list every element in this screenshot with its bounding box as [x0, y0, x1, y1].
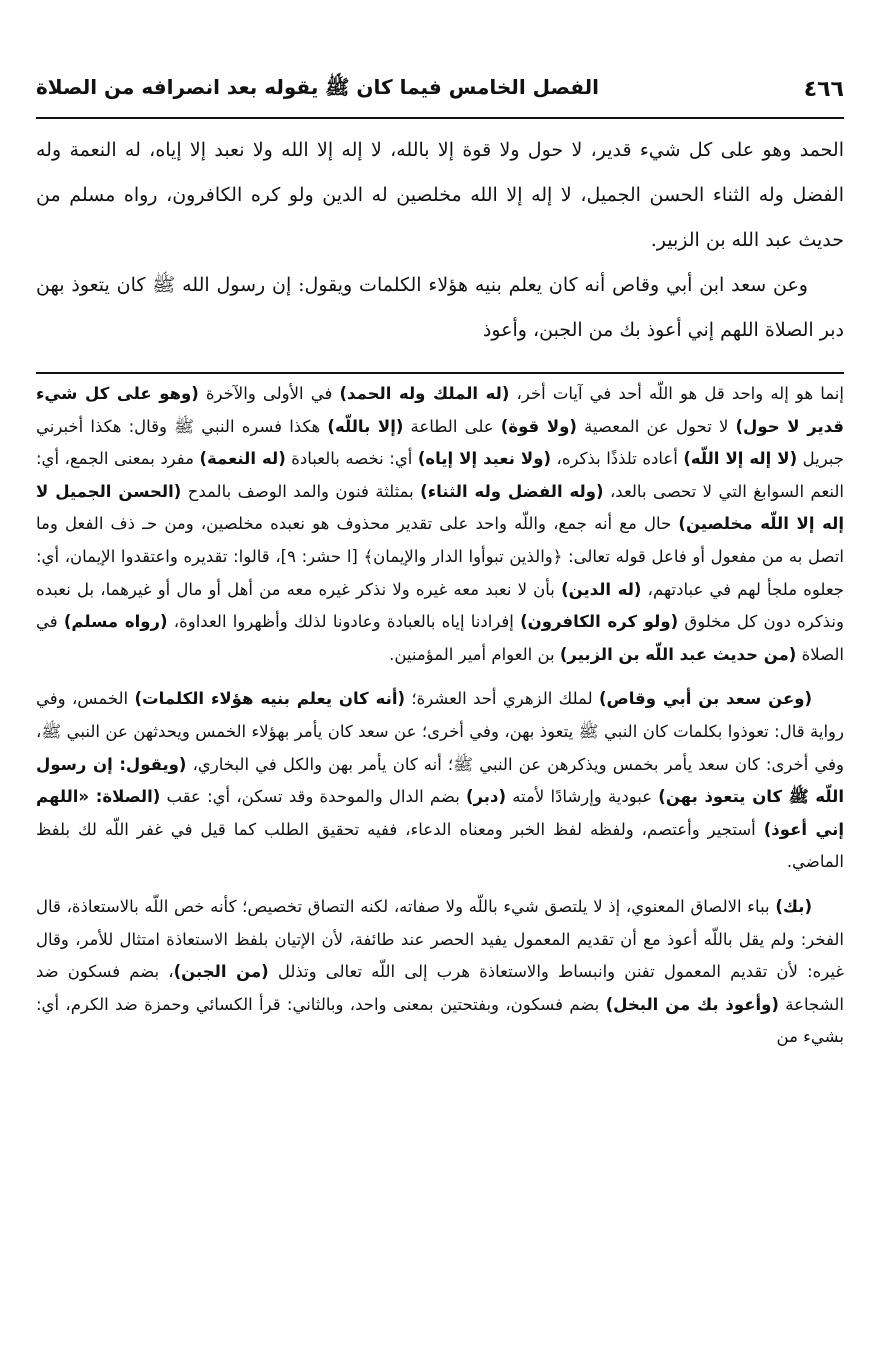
commentary-text: على الطاعة — [403, 416, 501, 436]
commentary-text: هكذا فسره النبي ﷺ وقال: هكذا أخبرني جبريل — [36, 416, 845, 469]
commentary-paragraph — [36, 891, 844, 1054]
quoted-phrase: (دبر) — [465, 787, 506, 807]
commentary-text: بباء الالصاق المعنوي، إذ لا يلتصق شيء باللّه ولا صفاته، لكنه التصاق تخصيص؛ كأنه خص اللّه بالاستعاذة، قال الفخر: ولم يقل باللّه أعوذ مع أن تقديم المعمول يفيد الحصر عند طائفة، لأن الإتيان بلفظ الاستعاذة امتثال للأمر، وقال غيره: لأن تقديم المعمول تفنن وانبساط والاستعاذة هرب إلى اللّه تعالى وتذلل — [36, 896, 844, 982]
quoted-phrase: (أنه كان يعلم بنيه هؤلاء الكلمات) — [134, 689, 406, 709]
commentary-text: أعاده تلذذًا بذكره، — [551, 449, 684, 469]
commentary-text: مفرد بمعنى الجمع، أي: النعم السوابغ التي لا تحصى بالعد، — [36, 449, 844, 501]
quoted-phrase: (وعن سعد بن أبي وقاص) — [598, 689, 813, 709]
quoted-phrase: (ولا نعبد إلا إياه) — [417, 449, 551, 469]
commentary-text: لا تحول عن المعصية — [576, 416, 736, 436]
chapter-title: الفصل الخامس فيما كان ﷺ يقوله بعد انصرافه من الصلاة — [36, 74, 599, 99]
commentary-text: في الأولى والآخرة — [198, 384, 340, 403]
header-divider — [36, 117, 844, 119]
main-text — [36, 128, 844, 353]
quoted-phrase: (من حديث عبد اللّه بن الزبير) — [559, 644, 797, 664]
quoted-phrase: (رواه مسلم) — [63, 612, 168, 632]
quoted-phrase: (ولا قوة) — [500, 416, 577, 436]
commentary-text: الخمس، وفي رواية قال: تعوذوا بكلمات كان النبي ﷺ يتعوذ بهن، وفي أخرى؛ عن سعد كان يأمر بهؤلاء الخمس ويحدثهن عن النبي ﷺ، وفي أخرى: كان سعد يأمر بخمس ويذكرهن عن النبي ﷺ؛ أنه كان يأمر بهن والكل في البخاري، — [36, 689, 845, 774]
commentary-text: إفرادنا إياه بالعبادة وعادونا لذلك وأظهروا العداوة، — [167, 612, 521, 632]
quoted-phrase: (وهو على كل شيء قدير لا حول) — [36, 384, 844, 436]
running-header — [36, 72, 844, 106]
quoted-phrase: (له الدين) — [561, 579, 642, 599]
quoted-phrase: (بك) — [775, 896, 812, 916]
quoted-phrase: (له الملك وله الحمد) — [339, 384, 510, 403]
commentary-paragraph — [36, 683, 844, 879]
quoted-phrase: (من الجبن) — [173, 962, 269, 982]
commentary-text: بأن لا نعبد معه غيره ولا نذكر غيره معه من أهل أو مال أو غيرهما، بل نعبده ونذكره دون كل مخلوق — [36, 579, 844, 632]
quoted-phrase: (الصلاة: «اللهم إني أعوذ) — [36, 787, 844, 839]
quoted-phrase: (إلا باللّه) — [327, 416, 404, 436]
quoted-phrase: (ويقول: إن رسول اللّه ﷺ كان يتعوذ بهن) — [36, 754, 844, 807]
commentary-text: بن العوام أمير المؤمنين. — [389, 644, 560, 664]
commentary-text: بمثلثة فنون والمد الوصف بالمدح — [181, 481, 421, 501]
text-commentary-divider — [36, 372, 844, 374]
commentary-text: ، بضم فسكون ضد الشجاعة — [36, 962, 844, 1014]
commentary-text: عبودية وإرشادًا لأمته — [506, 787, 659, 807]
commentary-text: بضم فسكون، وبفتحتين بمعنى واحد، وبالثاني: قرأ الكسائي وحمزة ضد الكرم، أي: بشيء من — [36, 994, 844, 1047]
commentary-text: حال مع أنه جمع، واللّه واحد على تقدير محذوف هو نعبده مخلصين، ومن حـ ذف الفعل وما اتصل به من مفعول أو فاعل قوله تعالى: ﴿والذين تبوأوا الدار والإيمان﴾ [ا حشر: ٩]، قالوا: تقديره واعتقدوا الإيمان، أي: جعلوه ملجأ لهم في عبادتهم، — [36, 514, 844, 599]
page-number: ٤٦٦ — [803, 76, 844, 102]
commentary-text: لملك الزهري أحد العشرة؛ — [405, 689, 599, 709]
quoted-phrase: (ولو كره الكافرون) — [520, 612, 679, 632]
commentary-text: إنما هو إله واحد قل هو اللّه أحد في آيات أخر، — [509, 384, 844, 403]
quoted-phrase: (وله الفضل وله الثناء) — [420, 481, 604, 501]
commentary-text: في الصلاة — [36, 612, 844, 664]
commentary-text: أي: نخصه بالعبادة — [285, 449, 418, 469]
commentary-text: أستجير وأعتصم، ولفظه لفظ الخبر ومعناه الدعاء، ففيه تحقيق الطلب كما قيل في غفر اللّه لك بلفظ الماضي. — [36, 819, 844, 872]
quoted-phrase: (له النعمة) — [199, 449, 286, 469]
commentary — [36, 378, 844, 1066]
quoted-phrase: (الحسن الجميل لا إله إلا اللّه مخلصين) — [36, 481, 844, 534]
commentary-paragraph — [36, 378, 844, 671]
commentary-text: بضم الدال والموحدة وقد تسكن، أي: عقب — [160, 787, 466, 807]
quoted-phrase: (وأعوذ بك من البخل) — [605, 994, 779, 1014]
main-paragraph: الحمد وهو على كل شيء قدير، لا حول ولا قوة إلا بالله، لا إله إلا الله ولا نعبد إلا إياه، له النعمة وله الفضل وله الثناء الحسن الجميل، لا إله إلا الله مخلصين له الدين ولو كره الكافرون، رواه مسلم من حديث عبد الله بن الزبير. — [36, 139, 844, 251]
main-paragraph: وعن سعد ابن أبي وقاص أنه كان يعلم بنيه هؤلاء الكلمات ويقول: إن رسول الله ﷺ كان يتعوذ بهن دبر الصلاة اللهم إني أعوذ بك من الجبن، وأعوذ — [36, 274, 844, 341]
quoted-phrase: (لا إله إلا اللّه) — [683, 449, 798, 469]
